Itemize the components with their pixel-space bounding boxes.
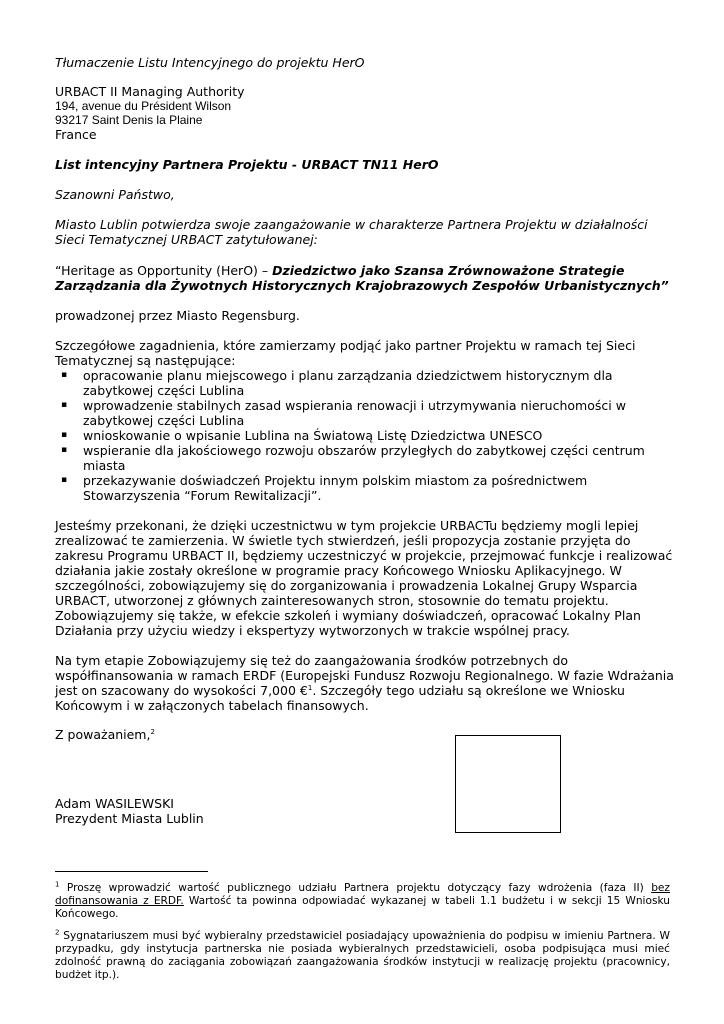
bullet-icon: ▪ (61, 370, 68, 380)
bullet-icon: ▪ (61, 445, 68, 455)
recipient-address (55, 84, 675, 142)
list-item: ▪ wspieranie dla jakościowego rozwoju obszarów przyległych do zabytkowej części centrum miasta (61, 443, 645, 473)
intro-paragraph: Miasto Lublin potwierdza swoje zaangażowanie w charakterze Partnera Projektu w działalności Sieci Tematycznej URBACT zatytułowanej: (55, 217, 648, 247)
signature-block (55, 796, 675, 826)
footnote-2: $^2$ Sygnatariuszem musi być wybieralny przedstawiciel posiadający upoważnienia do podpisu w imieniu Partnera. W przypadku, gdy instytucja partnerska nie posiada wybieralnych przedstawicieli, osoba podpisująca musi mieć zdolność prawną do zaciągania zobowiązań zaangażowania środków instytucji w realizację projektu (pracownicy, budżet itp.). (55, 928, 670, 981)
bullet-icon: ▪ (61, 430, 68, 440)
footnote-1: $^1$ Proszę wprowadzić wartość publicznego udziału Partnera projektu dotyczący fazy wdrożenia (faza II) bez dofinansowania z ERDF. Wartość ta powinna odpowiadać wykazanej w tabeli 1.1 budżetu i w sekcji 15 Wniosku Końcowego. (55, 880, 671, 920)
letter-subject: List intencyjny Partnera Projektu - URBACT TN11 HerO (55, 157, 439, 172)
list-item: ▪ wprowadzenie stabilnych zasad wspierania renowacji i utrzymywania nieruchomości w zabytkowej części Lublina (61, 398, 626, 428)
list-item: ▪ wnioskowanie o wpisanie Lublina na Światową Listę Dziedzictwa UNESCO (61, 428, 543, 443)
bullet-icon: ▪ (61, 475, 68, 485)
signature-box (455, 735, 561, 833)
bullet-icon: ▪ (61, 400, 68, 410)
salutation: Szanowni Państwo, (55, 187, 175, 202)
footnote-ref-2[interactable]: 2 (150, 727, 155, 736)
closing-line: Z poważaniem,$^2$ (55, 727, 155, 742)
footnote-divider (55, 871, 208, 872)
commitment-paragraph: Jesteśmy przekonani, że dzięki uczestnictwu w tym projekcie URBACTu będziemy mogli lepiej zrealizować te zamierzenia. W świetle tych stwierdzeń, jeśli propozycja zostanie przyjęta do zakresu Programu URBACT II, będziemy uczestniczyć w projekcie, przejmować funkcje i realizować działania jakie zostały określone w programie pracy Końcowego Wniosku Aplikacyjnego. W szczególności, zobowiązujemy się do zorganizowania i prowadzenia Lokalnej Grupy Wsparcia URBACT, utworzonej z głównych zainteresowanych stron, stosownie do tematu projektu. Zobowiązujemy się także, w efekcie szkoleń i wymiany doświadczeń, opracować Lokalny Plan Działania przy użyciu wiedzy i ekspertyzy wytworzonych w trakcie wspólnej pracy. (55, 518, 673, 638)
project-title-bold: Dziedzictwo jako Szansa Zrównoważone Strategie Zarządzania dla Żywotnych Historycznych Krajobrazowych Zespołów Urbanistycznych” (55, 263, 669, 293)
footnotes (55, 882, 670, 982)
project-title (55, 263, 675, 293)
list-item: ▪ opracowanie planu miejscowego i planu zarządzania dziedzictwem historycznym dla zabytkowej części Lublina (61, 368, 613, 398)
topics-list (55, 368, 675, 503)
project-title-open: “Heritage as Opportunity (HerO) – (55, 263, 273, 278)
details-intro: Szczegółowe zagadnienia, które zamierzamy podjąć jako partner Projektu w ramach tej Sieci Tematycznej są następujące: (55, 338, 636, 368)
funding-paragraph: Na tym etapie Zobowiązujemy się też do zaangażowania środków potrzebnych do współfinansowania w ramach ERDF (Europejski Fundusz Rozwoju Regionalnego. W fazie Wdrażania jest on szacowany do wysokości 7,000 €$^1$. Szczegóły tego udziału są określone we Wniosku Końcowym i w załączonych tabelach finansowych. (55, 653, 674, 713)
signatory-name: Adam WASILEWSKI (55, 796, 174, 811)
address-street: 194, avenue du Président Wilson (55, 99, 232, 113)
letter-page (55, 55, 675, 826)
led-by-line: prowadzonej przez Miasto Regensburg. (55, 308, 300, 323)
list-item: ▪ przekazywanie doświadczeń Projektu innym polskim miastom za pośrednictwem Stowarzyszenia “Forum Rewitalizacji”. (61, 473, 588, 503)
address-org: URBACT II Managing Authority (55, 84, 245, 99)
address-country: France (55, 127, 97, 142)
page-title: Tłumaczenie Listu Intencyjnego do projektu HerO (55, 55, 365, 70)
footnote-ref-1[interactable]: 1 (307, 683, 313, 692)
address-city: 93217 Saint Denis la Plaine (55, 113, 203, 127)
signatory-role: Prezydent Miasta Lublin (55, 811, 204, 826)
